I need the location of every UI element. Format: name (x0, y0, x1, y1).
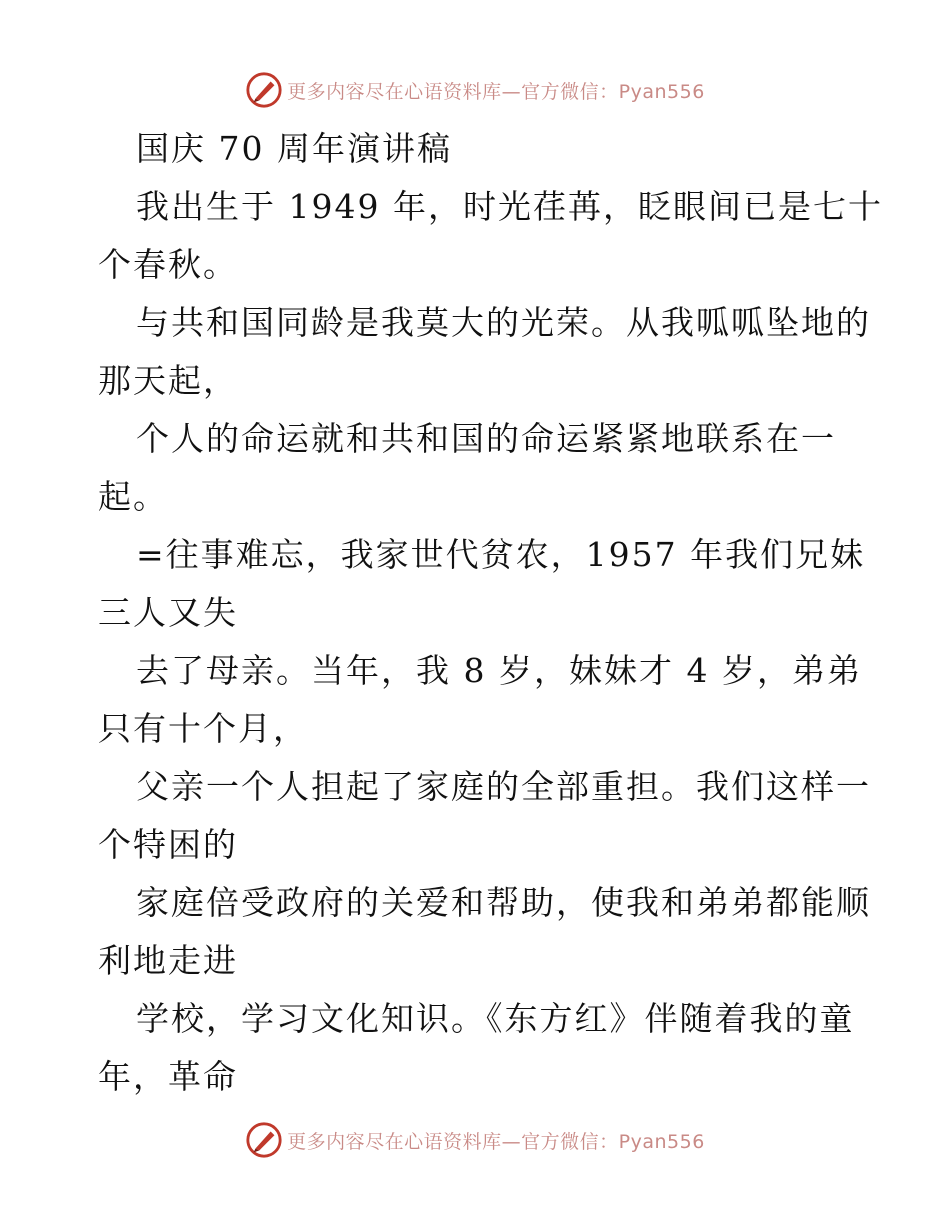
paragraph-line: 学校，学习文化知识。《东方红》伴随着我的童 (136, 999, 855, 1038)
banner-text: 更多内容尽在心语资料库—官方微信：Pyan556 (287, 80, 705, 103)
document-title: 国庆 70 周年演讲稿 (136, 129, 452, 168)
paragraph-line: 只有十个月， (98, 709, 308, 748)
footer-watermark-banner (0, 1120, 950, 1160)
paragraph-line: 个人的命运就和共和国的命运紧紧地联系在一 (136, 419, 836, 458)
paragraph-line: 父亲一个人担起了家庭的全部重担。我们这样一 (136, 767, 871, 806)
paragraph-line: 三人又失 (98, 593, 238, 632)
paragraph-line: 去了母亲。当年，我 8 岁，妹妹才 4 岁，弟弟 (136, 651, 862, 690)
paragraph-line: 年，革命 (98, 1057, 238, 1096)
pen-logo-icon (245, 1121, 283, 1159)
banner-text: 更多内容尽在心语资料库—官方微信：Pyan556 (287, 1130, 705, 1153)
paragraph-line: 起。 (98, 477, 168, 516)
paragraph-line: 那天起， (98, 361, 238, 400)
paragraph-line: 我出生于 1949 年，时光荏苒，眨眼间已是七十 (136, 187, 883, 226)
document-body (98, 120, 883, 1106)
paragraph-line: 个特困的 (98, 825, 238, 864)
paragraph-line: 家庭倍受政府的关爱和帮助，使我和弟弟都能顺 (136, 883, 871, 922)
header-watermark-banner (0, 70, 950, 110)
paragraph-line: =往事难忘，我家世代贫农，1957 年我们兄妹 (136, 535, 866, 574)
pen-logo-icon (245, 71, 283, 109)
paragraph-line: 与共和国同龄是我莫大的光荣。从我呱呱坠地的 (136, 303, 871, 342)
paragraph-line: 个春秋。 (98, 245, 238, 284)
paragraph-line: 利地走进 (98, 941, 238, 980)
